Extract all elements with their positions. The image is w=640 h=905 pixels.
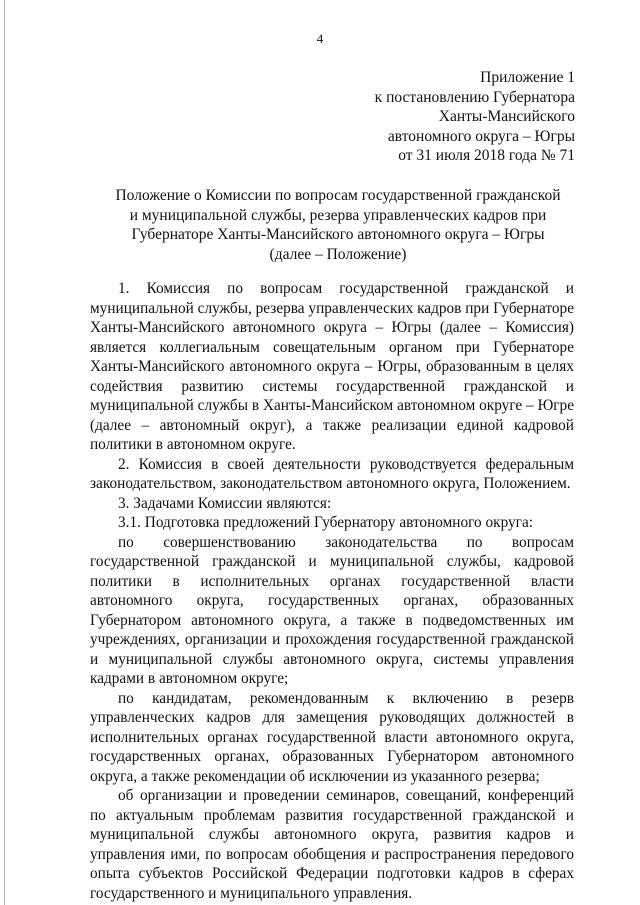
appendix-line: к постановлению Губернатора	[374, 88, 575, 106]
appendix-line: Приложение 1	[480, 69, 575, 86]
appendix-line: автономного округа – Югры	[387, 127, 575, 145]
title-line: и муниципальной службы, резерва управленческих кадров при	[129, 206, 547, 224]
appendix-line: Ханты-Мансийского	[438, 108, 575, 125]
document-title	[88, 186, 588, 264]
document-body	[90, 279, 574, 903]
paragraph-1: 1. Комиссия по вопросам государственной гражданской и муниципальной службы, резерва управленческих кадров при Губернаторе Ханты-Мансийского автономного округа – Югры (далее – Комиссия) является коллегиальным совещательным органом при Губернаторе Ханты-Мансийского автономного округа – Югры, образованным в целях содействия развитию системы государственной гражданской и муниципальной службы в Ханты-Мансийском автономном округе – Югре (далее – автономный округ), а также реализации единой кадровой политики в автономном округе.	[90, 280, 574, 453]
title-line: Губернаторе Ханты-Мансийского автономного округа – Югры	[131, 226, 545, 243]
page-edge-line	[4, 0, 5, 905]
paragraph-3: 3. Задачами Комиссии являются:	[118, 494, 332, 512]
paragraph-seminars: об организации и проведении семинаров, совещаний, конференций по актуальным проблемам развития государственной гражданской и муниципальной службы автономного округа, развития кадров и управления ими, по вопросам обобщения и распространения передового опыта субъектов Российской Федерации подготовки кадров в сферах государственного и муниципального управления.	[90, 787, 574, 902]
title-line: (далее – Положение)	[269, 245, 407, 263]
appendix-line: от 31 июля 2018 года № 71	[398, 147, 575, 164]
paragraph-legislation: по совершенствованию законодательства по вопросам государственной гражданской и муниципальной службы, кадровой политики в исполнительных органах государственной власти автономного округа, государственных органах, образованных Губернатором автономного округа, а также в подведомственных им учреждениях, организации и прохождения государственной гражданской и муниципальной службы автономного округа, системы управления кадрами в автономном округе;	[90, 533, 574, 687]
paragraph-3-1: 3.1. Подготовка предложений Губернатору автономного округа:	[118, 514, 533, 531]
page-number: 4	[316, 31, 324, 46]
title-line: Положение о Комиссии по вопросам государственной гражданской	[115, 187, 561, 204]
appendix-header	[375, 68, 575, 166]
paragraph-2: 2. Комиссия в своей деятельности руководствуется федеральным законодательством, законодательством автономного округа, Положением.	[90, 455, 574, 492]
paragraph-candidates: по кандидатам, рекомендованным к включению в резерв управленческих кадров для замещения руководящих должностей в исполнительных органах государственной власти автономного округа, государственных органах, образованных Губернатором автономного округа, а также рекомендации об исключении из указанного резерва;	[90, 689, 574, 785]
